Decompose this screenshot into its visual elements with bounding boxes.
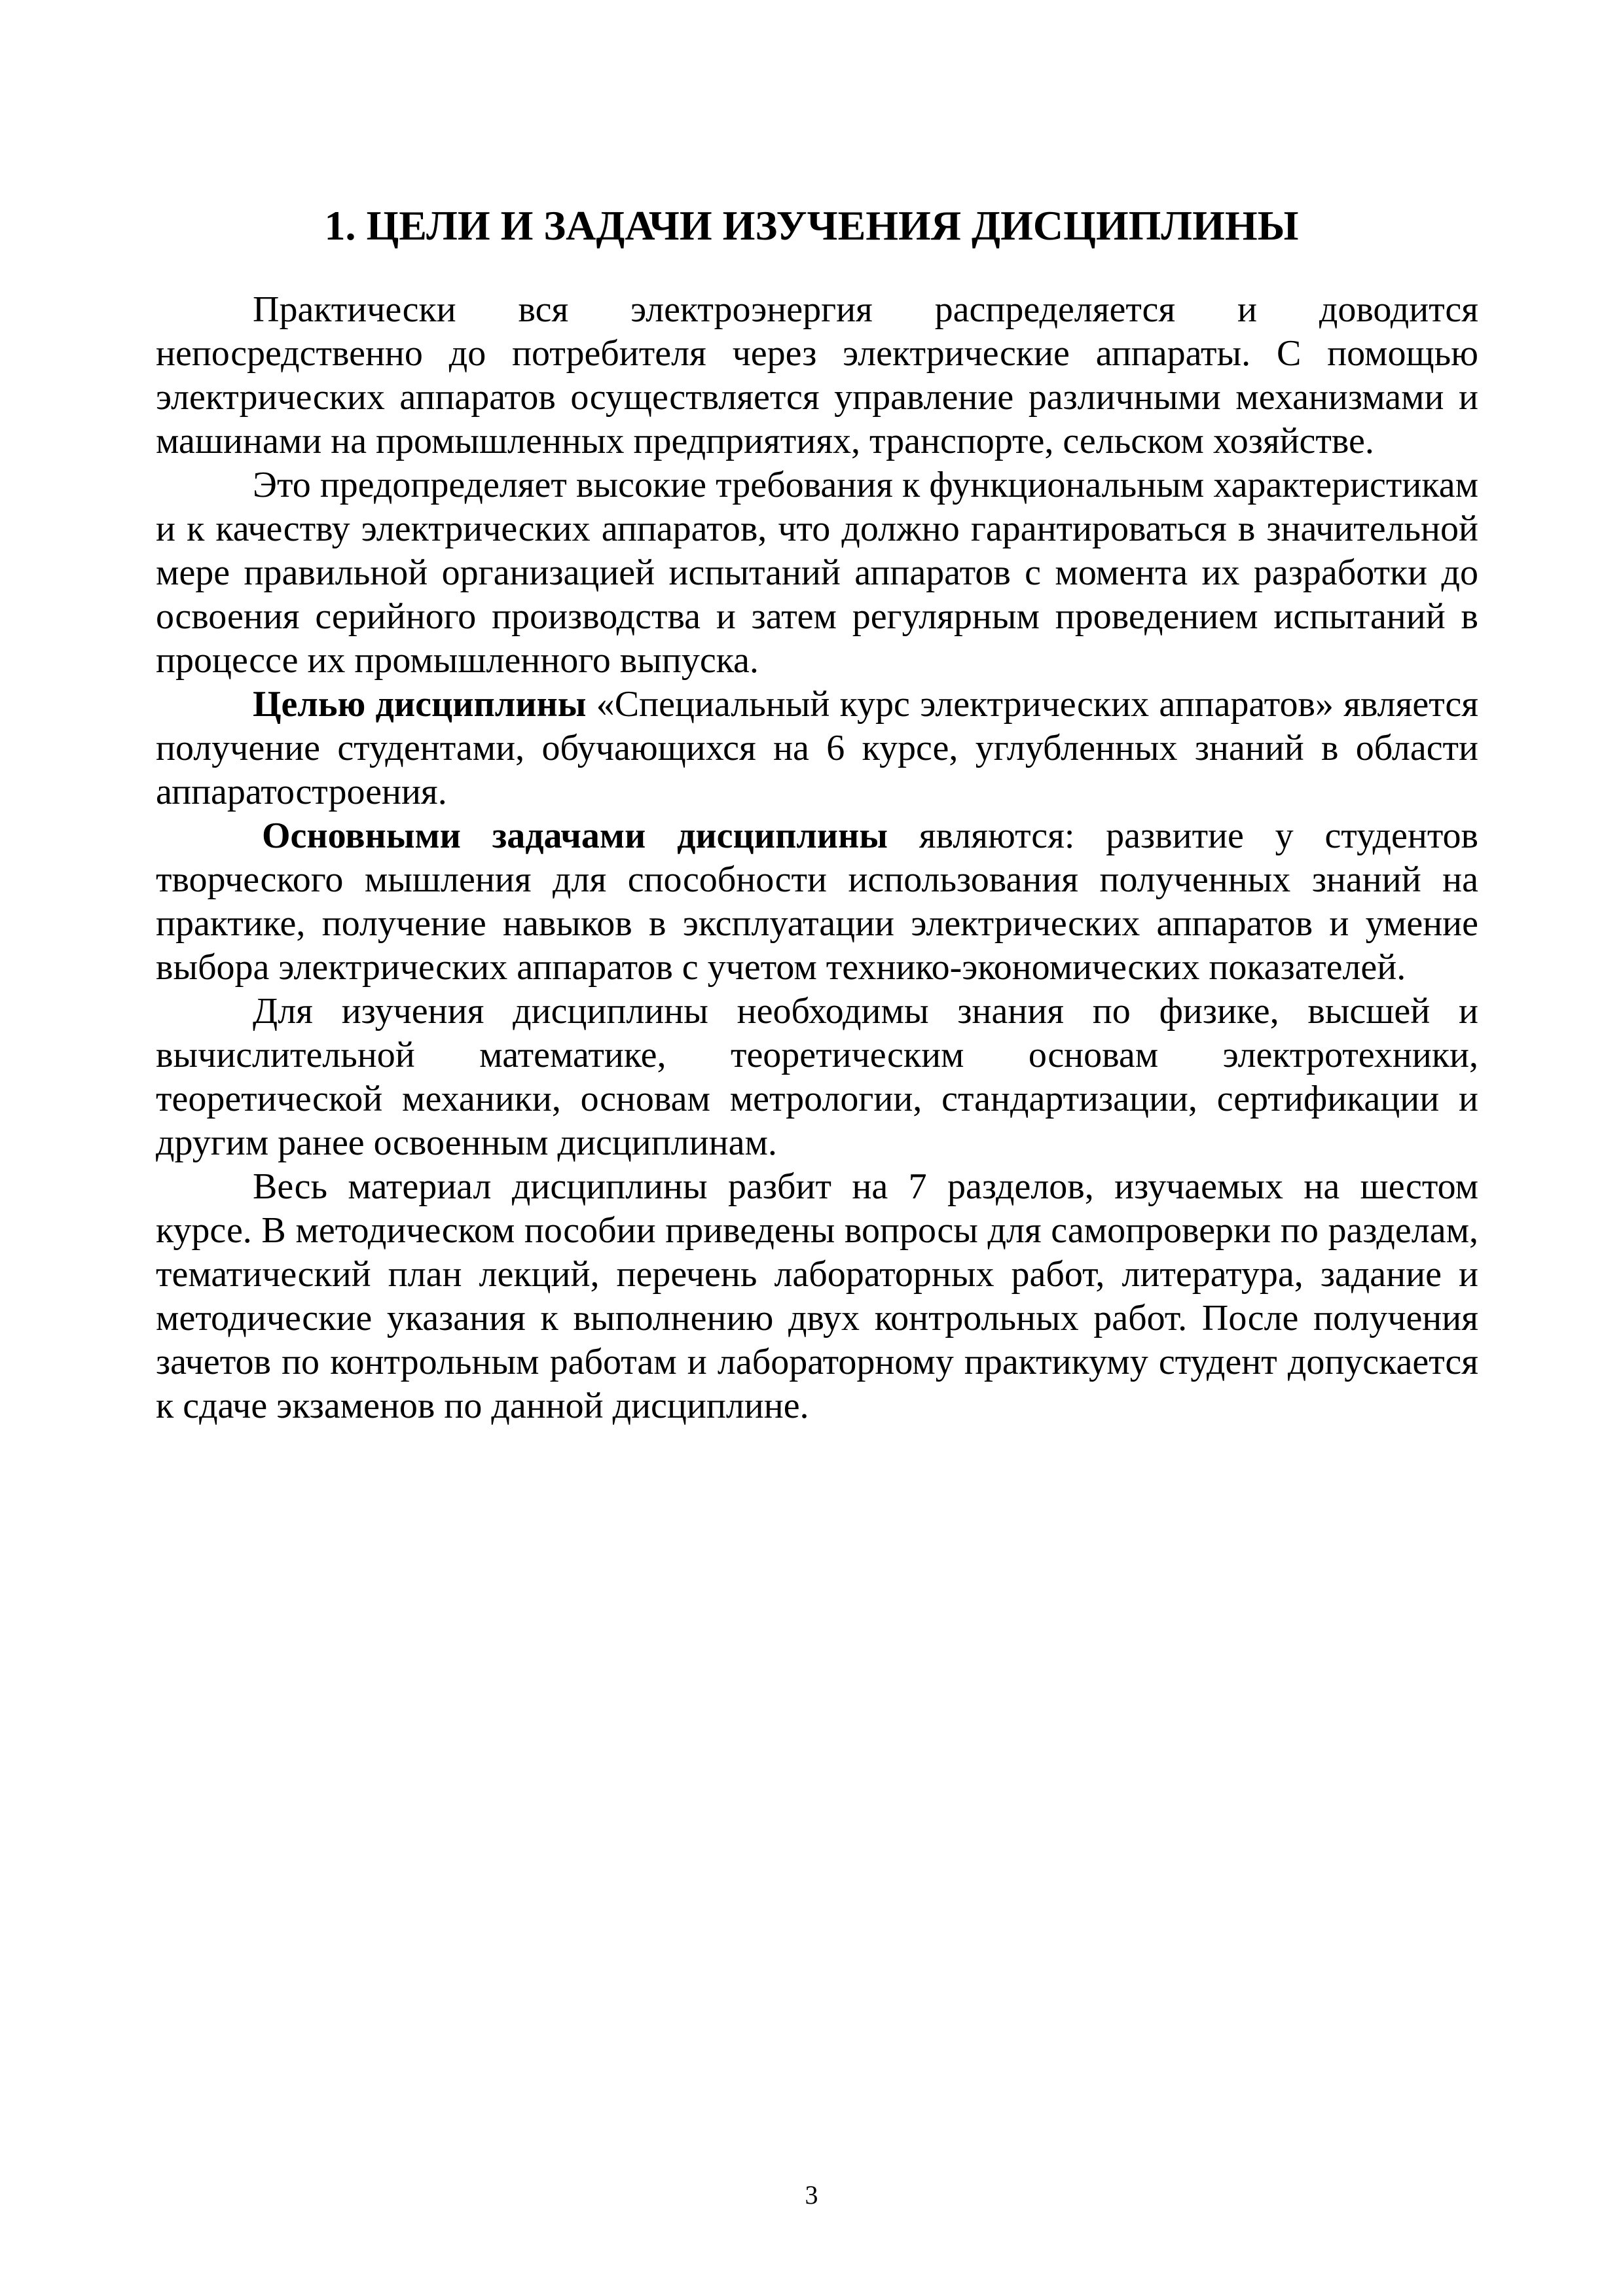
section-heading: 1. ЦЕЛИ И ЗАДАЧИ ИЗУЧЕНИЯ ДИСЦИПЛИНЫ — [324, 202, 1299, 249]
goal-text: «Специальный курс электрических аппаратов» является получение студентами, обучающихся на 6 курсе, углубленных знаний в области аппаратостроения. — [156, 684, 1479, 812]
page-number: 3 — [805, 2180, 818, 2210]
paragraph-discipline-goal — [156, 683, 1478, 814]
tasks-label: Основными задачами дисциплины — [262, 816, 888, 856]
paragraph-electric-apparatus-role: Практически вся электроэнергия распределяется и доводится непосредственно до потребителя через электрические аппараты. С помощью электрических аппаратов осуществляется управление различными механизмами и машинами на промышленных предприятиях, транспорте, сельском хозяйстве. — [156, 289, 1478, 461]
document-body — [156, 288, 1478, 1428]
goal-label: Целью дисциплины — [253, 684, 587, 725]
tasks-text: являются: развитие у студентов творческого мышления для способности использования полученных знаний на практике, получение навыков в эксплуатации электрических аппаратов и умение выбора электрических аппаратов с учетом технико-экономических показателей. — [156, 816, 1478, 988]
paragraph-prerequisites: Для изучения дисциплины необходимы знания по физике, высшей и вычислительной математике, теоретическим основам электротехники, теоретической механики, основам метрологии, стандартизации, сертификации и другим ранее освоенным дисциплинам. — [156, 991, 1478, 1163]
paragraph-testing-requirements: Это предопределяет высокие требования к функциональным характеристикам и к качеству электрических аппаратов, что должно гарантироваться в значительной мере правильной организацией испытаний аппаратов с момента их разработки до освоения серийного производства и затем регулярным проведением испытаний в процессе их промышленного выпуска. — [156, 465, 1478, 681]
paragraph-course-structure: Весь материал дисциплины разбит на 7 разделов, изучаемых на шестом курсе. В методическом пособии приведены вопросы для самопроверки по разделам, тематический план лекций, перечень лабораторных работ, литература, задание и методические указания к выполнению двух контрольных работ. После получения зачетов по контрольным работам и лабораторному практикуму студент допускается к сдаче экзаменов по данной дисциплине. — [156, 1166, 1478, 1426]
paragraph-discipline-tasks — [156, 814, 1478, 990]
